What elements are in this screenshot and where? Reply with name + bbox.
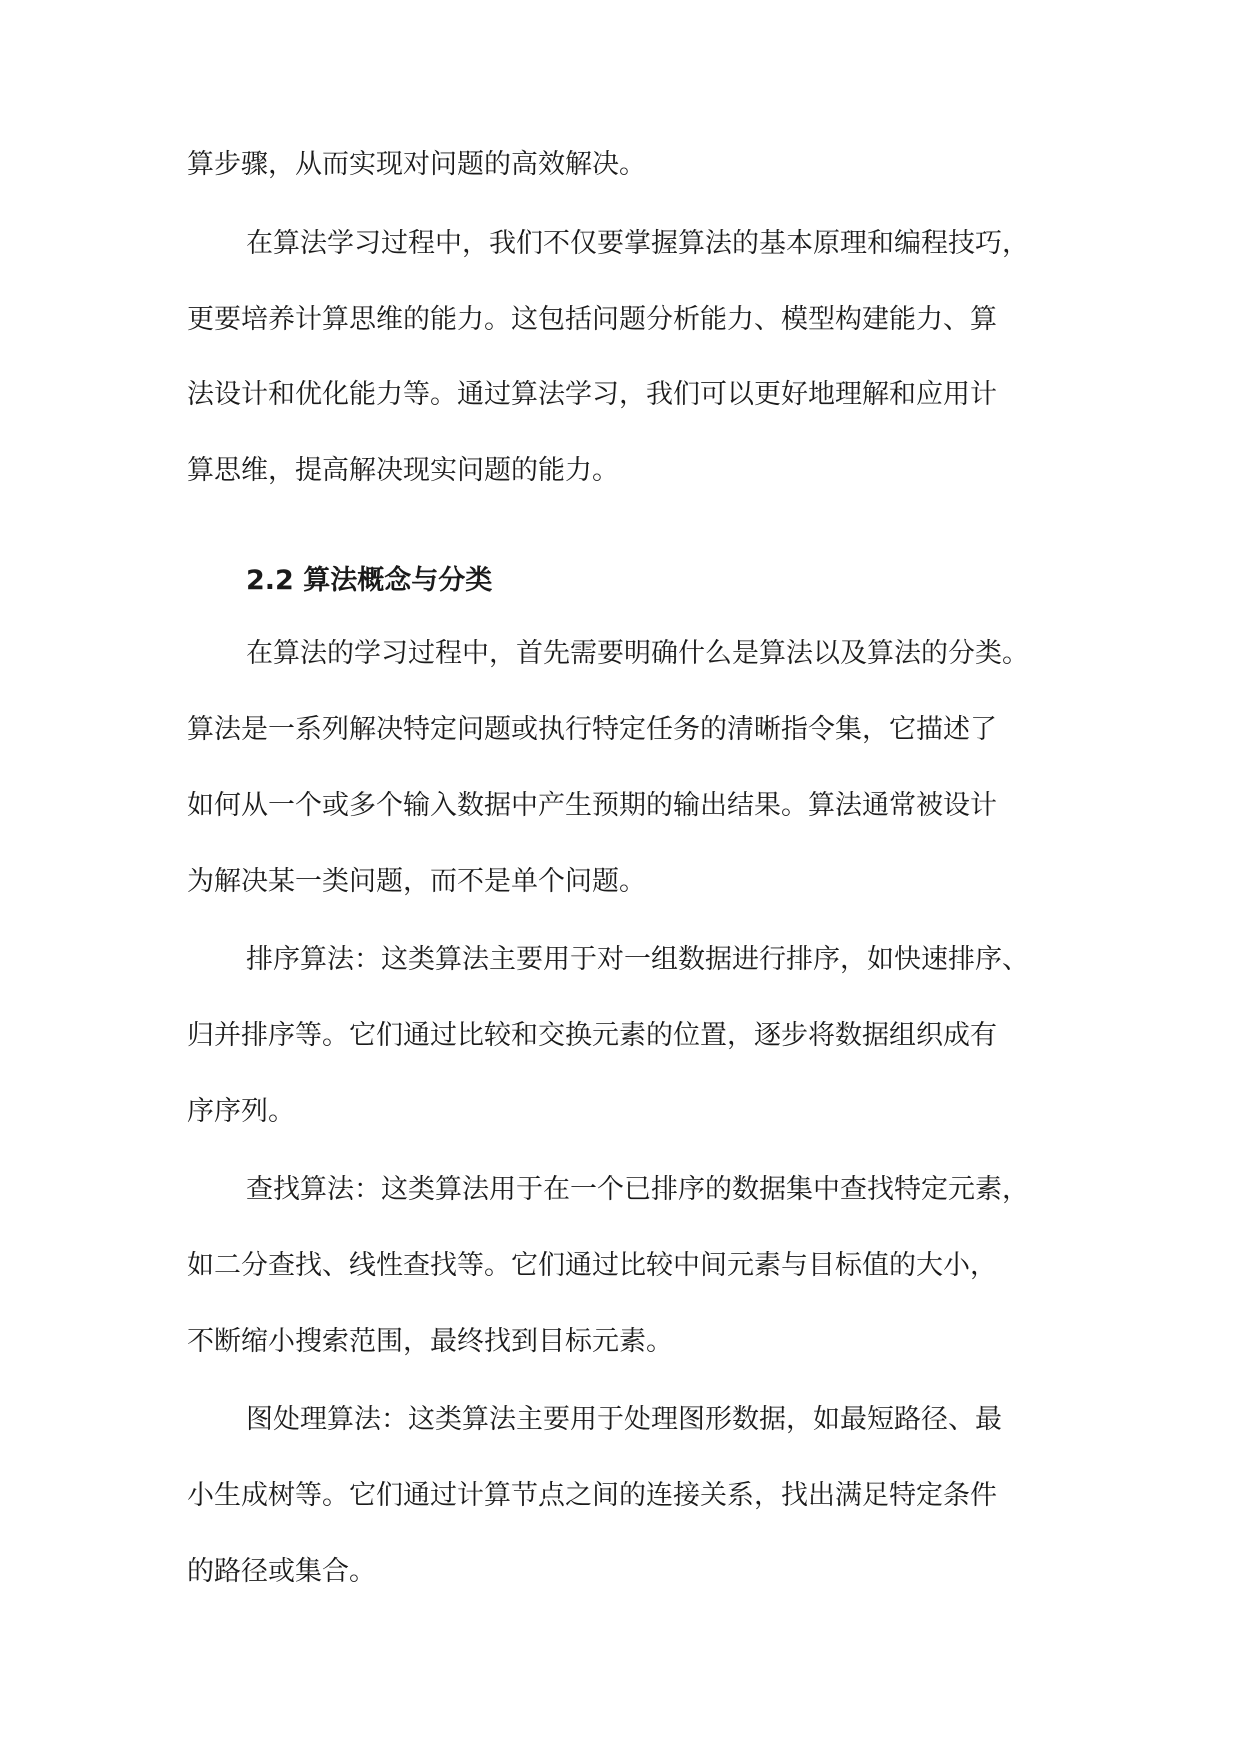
paragraph-line: 查找算法：这类算法用于在一个已排序的数据集中查找特定元素， <box>246 1174 1029 1205</box>
paragraph-line: 不断缩小搜索范围，最终找到目标元素。 <box>187 1326 673 1357</box>
paragraph-line: 算步骤，从而实现对问题的高效解决。 <box>187 149 646 180</box>
paragraph-line: 归并排序等。它们通过比较和交换元素的位置，逐步将数据组织成有 <box>187 1020 997 1051</box>
paragraph-line: 更要培养计算思维的能力。这包括问题分析能力、模型构建能力、算 <box>187 304 997 335</box>
paragraph-line: 算思维，提高解决现实问题的能力。 <box>187 455 619 486</box>
paragraph-line: 小生成树等。它们通过计算节点之间的连接关系，找出满足特定条件 <box>187 1480 997 1511</box>
paragraph-line: 序序列。 <box>187 1096 295 1127</box>
paragraph-line: 算法是一系列解决特定问题或执行特定任务的清晰指令集，它描述了 <box>187 714 997 745</box>
paragraph-line: 如何从一个或多个输入数据中产生预期的输出结果。算法通常被设计 <box>187 790 997 821</box>
paragraph-line: 为解决某一类问题，而不是单个问题。 <box>187 866 646 897</box>
paragraph-line: 排序算法：这类算法主要用于对一组数据进行排序，如快速排序、 <box>246 944 1029 975</box>
paragraph-line: 如二分查找、线性查找等。它们通过比较中间元素与目标值的大小， <box>187 1250 997 1281</box>
paragraph-line: 法设计和优化能力等。通过算法学习，我们可以更好地理解和应用计 <box>187 379 997 410</box>
paragraph-line: 的路径或集合。 <box>187 1556 376 1587</box>
section-heading: 2.2 算法概念与分类 <box>246 565 493 596</box>
paragraph-line: 在算法的学习过程中，首先需要明确什么是算法以及算法的分类。 <box>246 638 1029 669</box>
paragraph-line: 图处理算法：这类算法主要用于处理图形数据，如最短路径、最 <box>246 1404 1002 1435</box>
paragraph-line: 在算法学习过程中，我们不仅要掌握算法的基本原理和编程技巧， <box>246 228 1029 259</box>
